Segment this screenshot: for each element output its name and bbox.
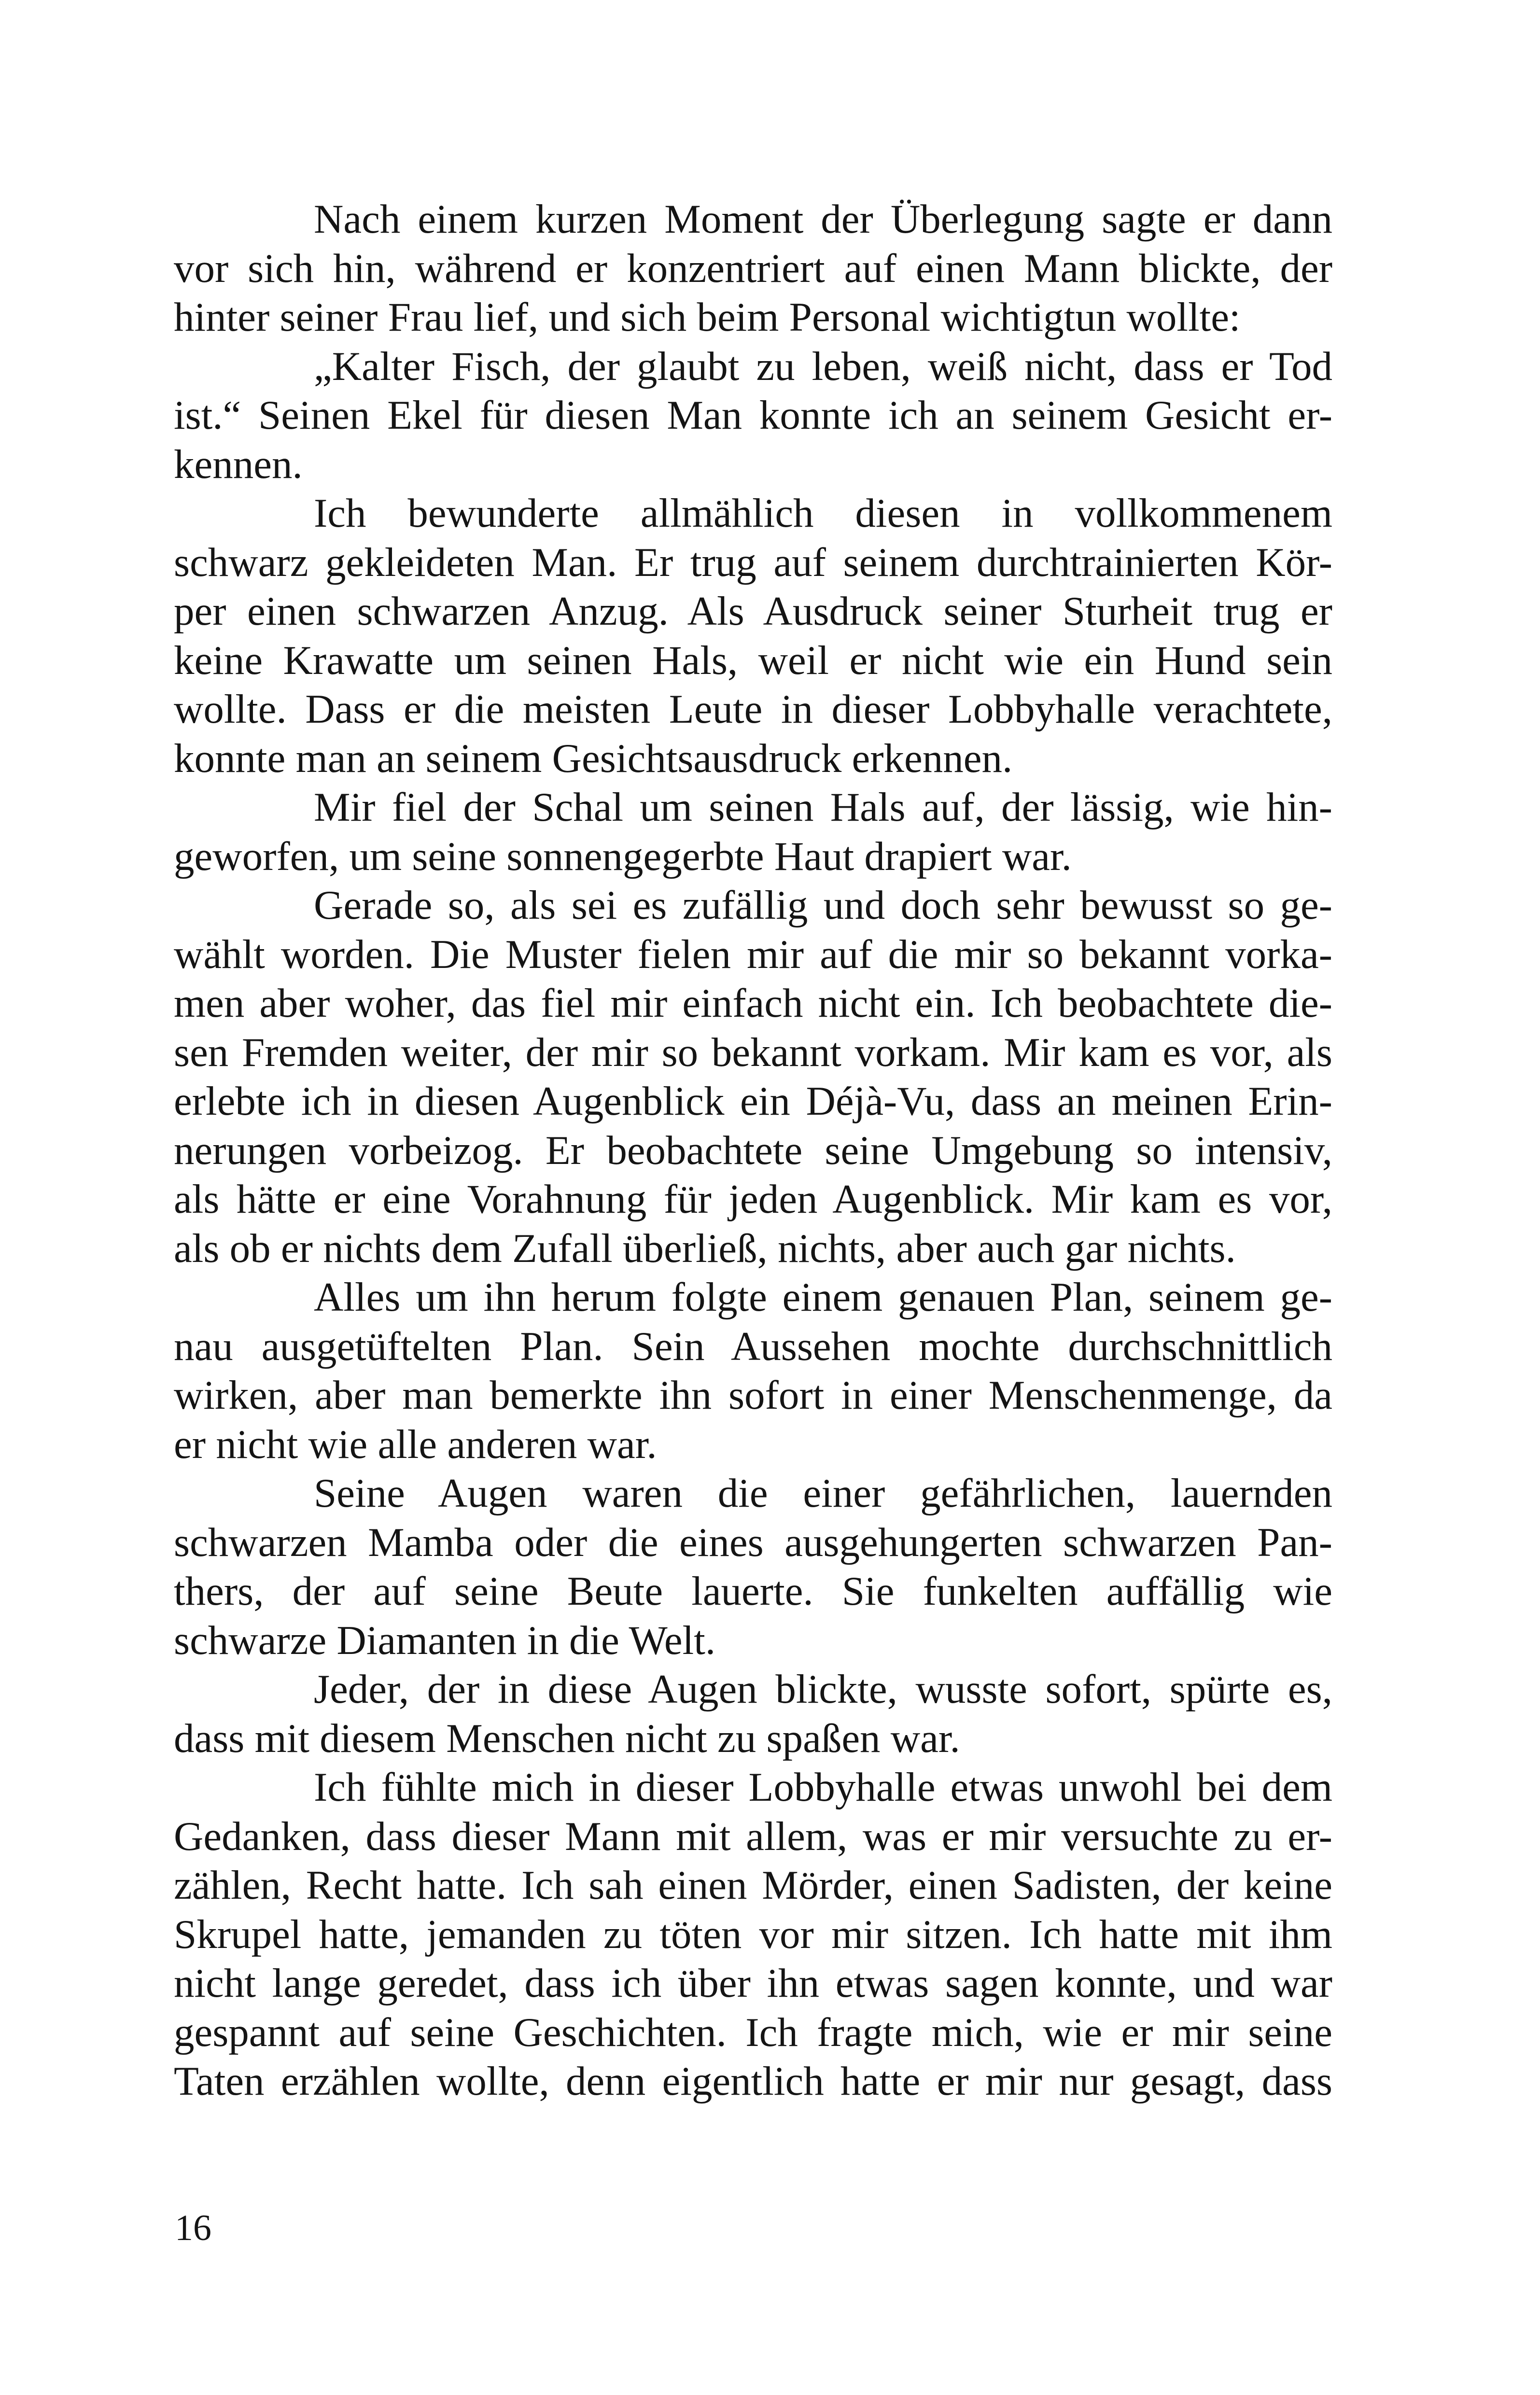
text-line: thers, der auf seine Beute lauerte. Sie funkelten auffällig wie <box>174 1569 1332 1614</box>
text-line: geworfen, um seine sonnengegerbte Haut drapiert war. <box>174 833 1072 879</box>
text-line: zählen, Recht hatte. Ich sah einen Mörder, einen Sadisten, der keine <box>174 1863 1332 1908</box>
text-line: Jeder, der in diese Augen blickte, wusste sofort, spürte es, <box>314 1667 1332 1712</box>
text-line: gespannt auf seine Geschichten. Ich fragte mich, wie er mir seine <box>174 2009 1332 2055</box>
text-line: wirken, aber man bemerkte ihn sofort in einer Menschenmenge, da <box>174 1373 1332 1418</box>
text-line: per einen schwarzen Anzug. Als Ausdruck seiner Sturheit trug er <box>174 588 1332 634</box>
page-number: 16 <box>175 2208 211 2248</box>
text-line: Skrupel hatte, jemanden zu töten vor mir sitzen. Ich hatte mit ihm <box>174 1911 1332 1957</box>
text-line: nicht lange geredet, dass ich über ihn etwas sagen konnte, und war <box>174 1961 1332 2006</box>
text-line: konnte man an seinem Gesichtsausdruck erkennen. <box>174 735 1013 781</box>
text-line: kennen. <box>174 441 303 487</box>
text-line: Ich bewunderte allmählich diesen in vollkommenem <box>314 490 1332 536</box>
text-line: nerungen vorbeizog. Er beobachtete seine Umgebung so intensiv, <box>174 1127 1332 1173</box>
text-line: wollte. Dass er die meisten Leute in dieser Lobbyhalle verachtete, <box>174 686 1332 732</box>
text-line: Gedanken, dass dieser Mann mit allem, was er mir versuchte zu er- <box>174 1813 1332 1859</box>
text-line: als hätte er eine Vorahnung für jeden Augenblick. Mir kam es vor, <box>174 1176 1332 1222</box>
text-line: als ob er nichts dem Zufall überließ, nichts, aber auch gar nichts. <box>174 1225 1236 1271</box>
text-line: nau ausgetüftelten Plan. Sein Aussehen mochte durchschnittlich <box>174 1323 1332 1369</box>
text-line: dass mit diesem Menschen nicht zu spaßen war. <box>174 1715 960 1761</box>
text-line: er nicht wie alle anderen war. <box>174 1421 657 1467</box>
text-line: Gerade so, als sei es zufällig und doch sehr bewusst so ge- <box>314 882 1332 928</box>
text-line: sen Fremden weiter, der mir so bekannt vorkam. Mir kam es vor, als <box>174 1029 1332 1075</box>
text-line: keine Krawatte um seinen Hals, weil er nicht wie ein Hund sein <box>174 637 1332 683</box>
text-line: Alles um ihn herum folgte einem genauen Plan, seinem ge- <box>314 1275 1332 1320</box>
text-line: Ich fühlte mich in dieser Lobbyhalle etwas unwohl bei dem <box>314 1765 1332 1810</box>
text-line: wählt worden. Die Muster fielen mir auf die mir so bekannt vorka- <box>174 931 1332 977</box>
text-line: men aber woher, das fiel mir einfach nicht ein. Ich beobachtete die- <box>174 980 1332 1026</box>
text-line: Mir fiel der Schal um seinen Hals auf, der lässig, wie hin- <box>314 784 1332 830</box>
text-line: schwarzen Mamba oder die eines ausgehungerten schwarzen Pan- <box>174 1519 1332 1565</box>
text-line: Seine Augen waren die einer gefährlichen, lauernden <box>314 1471 1332 1516</box>
text-line: Nach einem kurzen Moment der Überlegung sagte er dann <box>314 196 1332 242</box>
text-line: „Kalter Fisch, der glaubt zu leben, weiß nicht, dass er Tod <box>314 343 1332 389</box>
text-line: ist.“ Seinen Ekel für diesen Man konnte ich an seinem Gesicht er- <box>174 392 1332 438</box>
text-line: schwarz gekleideten Man. Er trug auf seinem durchtrainierten Kör- <box>174 539 1332 585</box>
text-line: erlebte ich in diesen Augenblick ein Déjà-Vu, dass an meinen Erin- <box>174 1078 1332 1124</box>
page-body <box>174 195 1332 2106</box>
text-line: schwarze Diamanten in die Welt. <box>174 1617 716 1663</box>
text-line: vor sich hin, während er konzentriert auf einen Mann blickte, der <box>174 245 1332 291</box>
text-line: hinter seiner Frau lief, und sich beim Personal wichtigtun wollte: <box>174 294 1241 340</box>
text-line: Taten erzählen wollte, denn eigentlich hatte er mir nur gesagt, dass <box>174 2059 1332 2104</box>
